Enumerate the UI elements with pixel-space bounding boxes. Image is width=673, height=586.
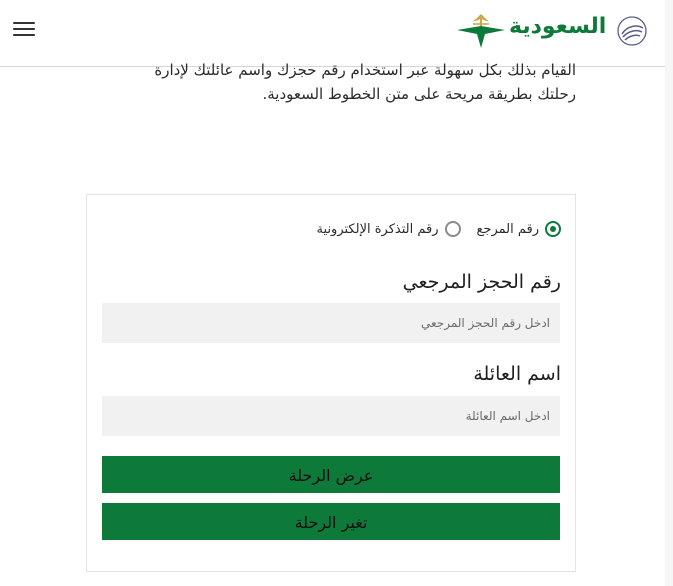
view-trip-button[interactable]: عرض الرحلة — [102, 456, 560, 493]
saudia-logo[interactable] — [455, 10, 655, 54]
intro-text — [96, 58, 576, 106]
radio-reference-label: رقم المرجع — [476, 221, 539, 237]
radio-eticket-number[interactable] — [317, 221, 461, 237]
intro-line-2: رحلتك بطريقة مريحة على متن الخطوط السعودية. — [262, 85, 576, 103]
saudia-logo-text: السعودية — [509, 14, 607, 39]
radio-eticket-label: رقم التذكرة الإلكترونية — [316, 221, 439, 237]
booking-ref-label: رقم الحجز المرجعي — [402, 271, 561, 293]
booking-ref-input[interactable] — [102, 303, 560, 343]
saudia-palm-swords-icon — [455, 12, 507, 52]
last-name-label: اسم العائلة — [473, 363, 561, 385]
radio-checked-icon[interactable] — [545, 221, 561, 237]
search-type-radio-group — [307, 221, 561, 237]
manage-booking-form — [86, 194, 576, 572]
last-name-input[interactable] — [102, 396, 560, 436]
change-trip-button[interactable]: تغير الرحلة — [102, 503, 560, 540]
hamburger-menu-icon[interactable] — [13, 20, 37, 40]
page-scrollbar[interactable] — [665, 0, 673, 586]
radio-reference-number[interactable] — [477, 221, 562, 237]
radio-unchecked-icon[interactable] — [445, 221, 461, 237]
skyteam-icon — [615, 14, 649, 48]
site-header — [0, 0, 665, 67]
intro-line-1: القيام بذلك بكل سهولة عبر استخدام رقم حجزك واسم عائلتك لإدارة — [154, 61, 576, 79]
